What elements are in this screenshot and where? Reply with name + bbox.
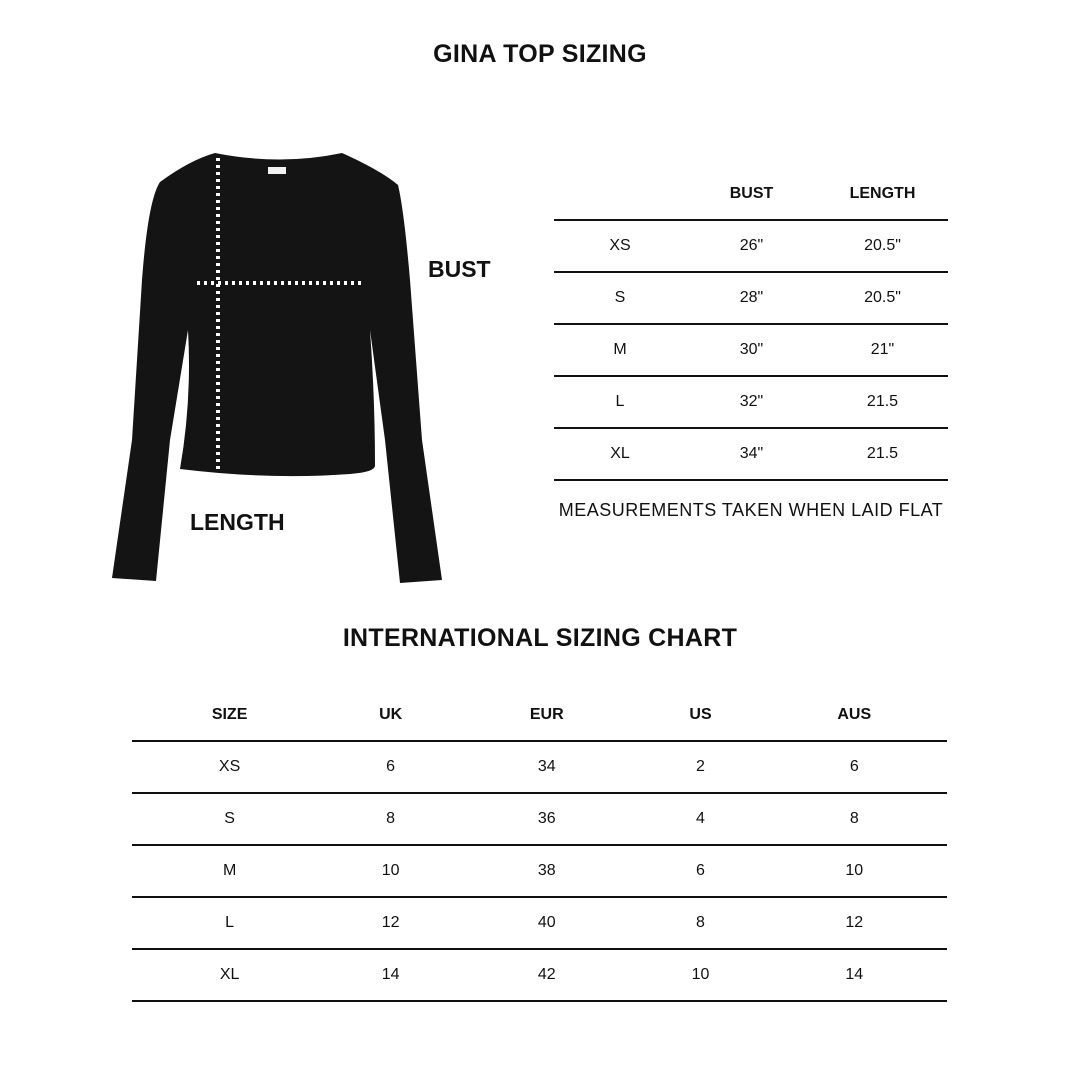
size-cell: M	[132, 845, 327, 897]
header-size: SIZE	[211, 705, 248, 723]
length-cell: 20.5"	[817, 272, 948, 324]
intl-chart-title: INTERNATIONAL SIZING CHART	[342, 624, 738, 652]
size-cell: S	[132, 793, 327, 845]
header-bust: BUST	[729, 184, 774, 202]
eur-cell: 38	[454, 845, 639, 897]
uk-cell: 12	[327, 897, 454, 949]
table-row	[554, 376, 948, 428]
bust-cell: 30"	[686, 324, 817, 376]
table-row	[554, 428, 948, 480]
table-row	[554, 272, 948, 324]
table-header-row	[132, 689, 947, 741]
table-row	[132, 741, 947, 793]
aus-cell: 10	[762, 845, 947, 897]
table-row	[554, 220, 948, 272]
aus-cell: 12	[762, 897, 947, 949]
size-cell: M	[554, 324, 686, 376]
uk-cell: 8	[327, 793, 454, 845]
measurement-note: MEASUREMENTS TAKEN WHEN LAID FLAT	[558, 500, 944, 520]
aus-cell: 14	[762, 949, 947, 1001]
us-cell: 8	[639, 897, 761, 949]
length-cell: 21.5	[817, 376, 948, 428]
bust-cell: 34"	[686, 428, 817, 480]
garment-tag	[268, 167, 286, 174]
header-length: LENGTH	[849, 184, 916, 202]
uk-cell: 14	[327, 949, 454, 1001]
header-uk: UK	[379, 705, 403, 723]
uk-cell: 10	[327, 845, 454, 897]
size-cell: XS	[554, 220, 686, 272]
length-label: LENGTH	[190, 509, 285, 535]
table-row	[132, 845, 947, 897]
table-header-row	[554, 168, 948, 220]
us-cell: 4	[639, 793, 761, 845]
length-cell: 21.5	[817, 428, 948, 480]
header-eur: EUR	[529, 705, 564, 723]
table-row	[132, 897, 947, 949]
size-cell: XL	[132, 949, 327, 1001]
us-cell: 2	[639, 741, 761, 793]
length-cell: 20.5"	[817, 220, 948, 272]
bust-cell: 32"	[686, 376, 817, 428]
eur-cell: 42	[454, 949, 639, 1001]
table-row	[132, 949, 947, 1001]
bust-cell: 28"	[686, 272, 817, 324]
size-cell: L	[132, 897, 327, 949]
size-measurement-table	[554, 168, 948, 481]
uk-cell: 6	[327, 741, 454, 793]
size-cell: XL	[554, 428, 686, 480]
header-aus: AUS	[837, 705, 872, 723]
bust-label: BUST	[428, 256, 491, 282]
eur-cell: 36	[454, 793, 639, 845]
header-us: US	[689, 705, 712, 723]
length-cell: 21"	[817, 324, 948, 376]
us-cell: 6	[639, 845, 761, 897]
table-row	[132, 793, 947, 845]
international-sizing-table	[132, 689, 947, 1002]
size-cell: S	[554, 272, 686, 324]
bust-cell: 26"	[686, 220, 817, 272]
size-cell: XS	[132, 741, 327, 793]
size-cell: L	[554, 376, 686, 428]
us-cell: 10	[639, 949, 761, 1001]
aus-cell: 6	[762, 741, 947, 793]
table-row	[554, 324, 948, 376]
eur-cell: 40	[454, 897, 639, 949]
header-size	[554, 168, 686, 220]
page-title: GINA TOP SIZING	[433, 40, 647, 68]
aus-cell: 8	[762, 793, 947, 845]
eur-cell: 34	[454, 741, 639, 793]
